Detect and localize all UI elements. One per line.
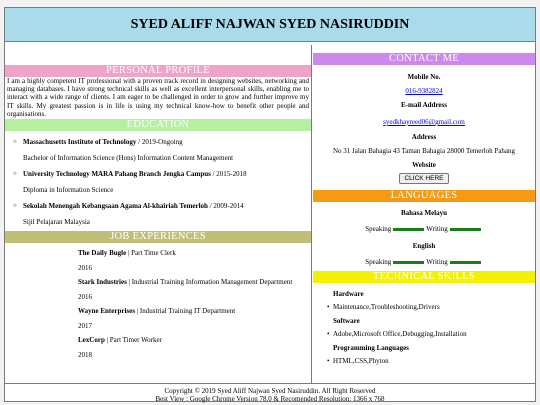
job-role: | Industrial Training Information Management Department xyxy=(126,278,293,287)
course-name: Bachelor of Information Science (Hons) Information Content Management xyxy=(23,154,234,163)
school-name: University Technology MARA Pahang Branch Jengka Campus xyxy=(23,170,211,179)
speaking-bar xyxy=(393,228,424,231)
tech-list-item xyxy=(313,330,535,338)
education-item xyxy=(5,202,311,227)
writing-bar xyxy=(450,228,481,231)
mobile-label: Mobile No. xyxy=(407,73,441,81)
tech-item-text: Adobe,Microsoft Office,Debugging,Installation xyxy=(333,330,467,338)
language-name: English xyxy=(412,242,436,250)
language-name: Bahasa Melayu xyxy=(400,209,448,217)
speaking-label: Speaking xyxy=(365,258,392,266)
mobile-link[interactable]: 016-9382824 xyxy=(405,87,443,95)
tech-group-heading: Hardware xyxy=(333,290,364,298)
writing-label: Writing xyxy=(426,225,448,233)
company-name: Stark Industries xyxy=(78,278,127,287)
copyright-text: Copyright © 2019 Syed Aliff Najwan Syed Nasiruddin. All Right Reserved xyxy=(164,387,376,395)
language-skill-row xyxy=(313,225,535,233)
tech-group xyxy=(313,290,535,311)
tech-list xyxy=(313,330,535,338)
profile-text: I am a highly competent IT professional with a proven track record in designing websites, networking and managing databases. I have strong technical skills as well as excellent interpersonal skills, enabling me to interact with a wide range of clients. I am eager to be challenged in order to grow and further improve my IT skills. My greatest passion is in life is using my technical know-how to benefit other people and organisations. xyxy=(7,77,309,118)
email-label: E-mail Address xyxy=(401,101,447,109)
job-role: | Industrial Training IT Department xyxy=(134,307,236,316)
tech-group xyxy=(313,317,535,338)
speaking-bar xyxy=(393,261,424,264)
tech-list xyxy=(313,357,535,365)
education-title: EDUCATION xyxy=(5,119,311,131)
contact-title: CONTACT ME xyxy=(313,53,535,65)
tech-group-heading: Programming Languages xyxy=(333,344,409,352)
tech-item-text: HTML,CSS,Phyton xyxy=(333,357,389,365)
tech-group-heading: Software xyxy=(333,317,360,325)
language-item xyxy=(313,209,535,233)
tech-item-text: Maintenance,Troubleshooting,Drivers xyxy=(333,303,440,311)
company-name: The Daily Bugle xyxy=(78,249,127,258)
email-address xyxy=(313,118,535,126)
job-year: 2016 xyxy=(78,293,92,302)
left-column xyxy=(5,45,312,383)
name-header: SYED ALIFF NAJWAN SYED NASIRUDDIN xyxy=(5,8,535,42)
address-label: Address xyxy=(411,133,437,141)
school-name: Massachusetts Institute of Technology xyxy=(23,138,137,147)
education-item xyxy=(5,138,311,163)
school-name: Sekolah Menengah Kebangsaan Agama Al-khairiah Temerloh xyxy=(23,202,208,211)
job-year: 2018 xyxy=(78,351,92,360)
tech-group xyxy=(313,344,535,365)
education-list xyxy=(5,138,311,227)
experience-item xyxy=(5,278,311,301)
address-text: No 31 Jalan Bahagia 43 Taman Bahagia 28000 Temerloh Pahang xyxy=(332,147,516,155)
job-role: | Part Time Clerk xyxy=(126,249,176,258)
resume-page xyxy=(4,7,536,402)
company-name: Wayne Enterprises xyxy=(78,307,135,316)
bullet-icon: ○ xyxy=(13,171,17,178)
school-years: / 2015-2018 xyxy=(210,170,247,179)
course-name: Sijil Pelajaran Malaysia xyxy=(23,218,90,227)
experience-title: JOB EXPERIENCES xyxy=(5,231,311,243)
job-role: | Part Timer Worker xyxy=(104,336,162,345)
bullet-icon: ○ xyxy=(13,203,17,210)
tech-list-item xyxy=(313,303,535,311)
bullet-icon: • xyxy=(327,303,330,311)
tech-list xyxy=(313,303,535,311)
job-year: 2016 xyxy=(78,264,92,273)
website-button[interactable]: CLICK HERE xyxy=(399,173,448,184)
company-name: LexCorp xyxy=(78,336,105,345)
bullet-icon: ○ xyxy=(13,139,17,146)
bullet-icon: • xyxy=(327,357,330,365)
experience-item xyxy=(5,336,311,359)
languages-title: LANGUAGES xyxy=(313,190,535,202)
school-years: / 2019-Ongoing xyxy=(136,138,183,147)
experience-list xyxy=(5,249,311,359)
education-item xyxy=(5,170,311,195)
right-column xyxy=(313,45,535,383)
language-item xyxy=(313,242,535,266)
job-year: 2017 xyxy=(78,322,92,331)
speaking-label: Speaking xyxy=(365,225,392,233)
school-years: / 2009-2014 xyxy=(207,202,244,211)
best-view-text: Best View : Google Chrome Version 78.0 & Recomended Resolution: 1366 x 768 xyxy=(155,395,385,403)
course-name: Diploma in Information Science xyxy=(23,186,114,195)
writing-bar xyxy=(450,261,481,264)
tech-skills-title: TECHNICAL SKILLS xyxy=(313,271,535,283)
language-skill-row xyxy=(313,258,535,266)
page-footer xyxy=(5,383,535,402)
email-link[interactable]: syedkhayreed06@gmail.com xyxy=(383,118,465,126)
writing-label: Writing xyxy=(426,258,448,266)
bullet-icon: • xyxy=(327,330,330,338)
experience-item xyxy=(5,307,311,330)
mobile-number xyxy=(313,87,535,95)
profile-title: PERSONAL PROFILE xyxy=(5,65,311,77)
website-label: Website xyxy=(412,161,436,169)
experience-item xyxy=(5,249,311,272)
tech-list-item xyxy=(313,357,535,365)
